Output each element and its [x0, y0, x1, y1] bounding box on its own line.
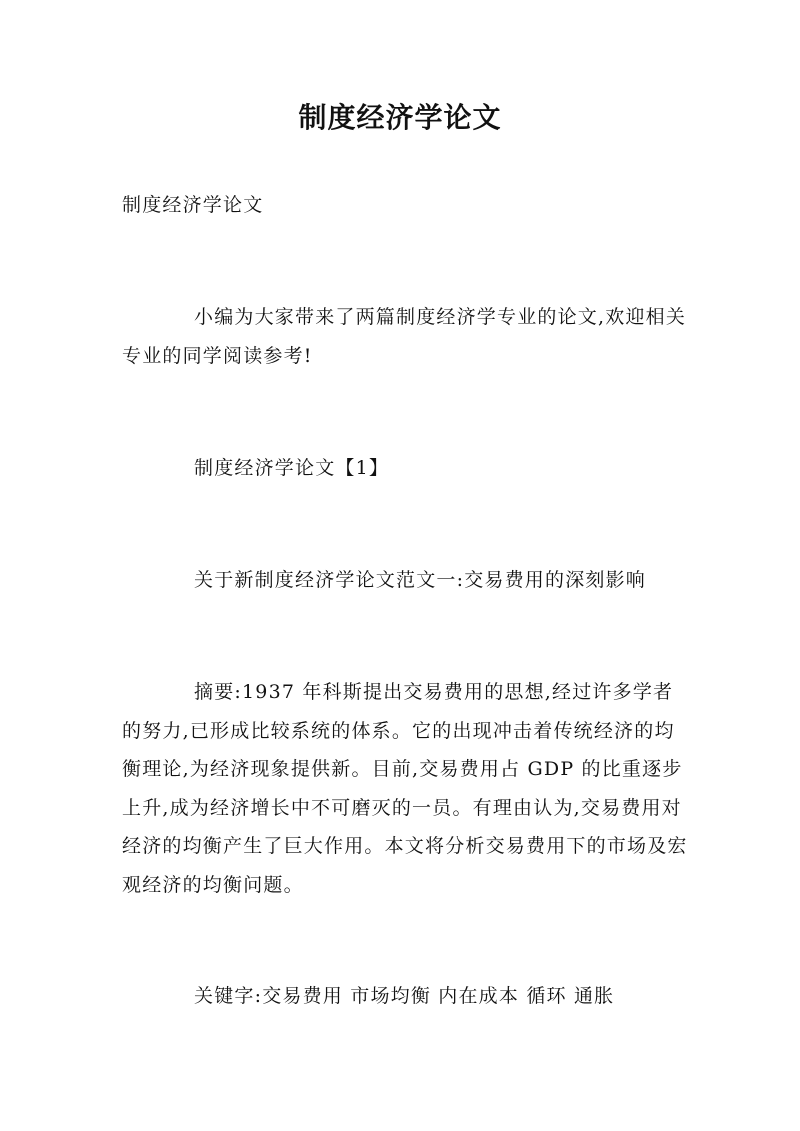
intro-paragraph: 小编为大家带来了两篇制度经济学专业的论文,欢迎相关专业的同学阅读参考! — [122, 306, 687, 367]
abstract-paragraph: 摘要:1937 年科斯提出交易费用的思想,经过许多学者的努力,已形成比较系统的体系。它的出现冲击着传统经济的均衡理论,为经济现象提供新。目前,交易费用占 GDP 的比重逐步上升,成为经济增长中不可磨灭的一员。有理由认为,交易费用对经济的均衡产生了巨大作用。本文将分析交易费用下的市场及宏观经济的均衡问题。 — [122, 681, 688, 896]
document-title: 制度经济学论文 — [298, 101, 502, 134]
document-subtitle: 制度经济学论文 — [122, 194, 264, 216]
section-heading: 制度经济学论文【1】 — [194, 457, 390, 479]
keywords-line: 关键字:交易费用 市场均衡 内在成本 循环 通胀 — [194, 985, 615, 1007]
article-title: 关于新制度经济学论文范文一:交易费用的深刻影响 — [194, 569, 647, 591]
